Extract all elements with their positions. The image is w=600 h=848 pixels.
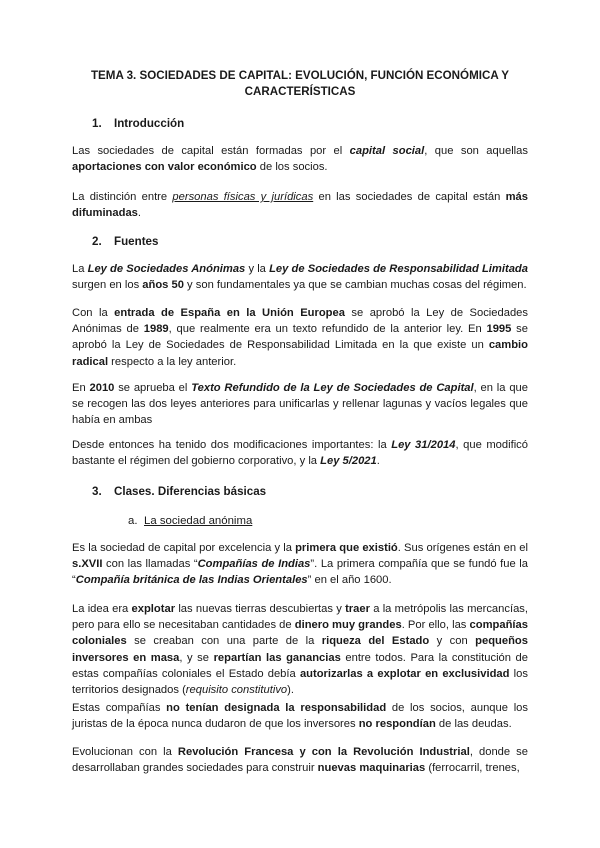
text-run: dinero muy grandes bbox=[294, 619, 402, 632]
text-run: ” en el año 1600. bbox=[307, 574, 392, 587]
text-run: capital social bbox=[349, 145, 425, 157]
paragraph-origenes bbox=[72, 540, 528, 589]
page-title bbox=[80, 68, 520, 101]
text-run: Evolucionan con la bbox=[72, 746, 178, 758]
text-run: . Sus orígenes están en el bbox=[397, 542, 528, 554]
text-run: años 50 bbox=[142, 279, 184, 292]
text-run: se aprobó la Ley de Sociedades Anónimas de bbox=[72, 307, 528, 336]
subheading-text: La sociedad anónima bbox=[144, 515, 253, 527]
text-run: riqueza del Estado bbox=[321, 635, 430, 648]
link-personas[interactable]: personas físicas y jurídicas bbox=[172, 191, 314, 203]
text-run: 2010 bbox=[89, 382, 115, 394]
text-run: las nuevas tierras descubiertas y bbox=[175, 603, 346, 615]
text-run: . Por ello, las bbox=[401, 619, 470, 632]
text-run: nuevas maquinarias bbox=[317, 762, 426, 775]
title-line-2: CARACTERÍSTICAS bbox=[244, 85, 356, 99]
text-run: en las sociedades de capital están bbox=[313, 191, 506, 203]
text-run: , que realmente era un texto refundido de la anterior ley. En bbox=[168, 323, 487, 336]
text-run: , que modificó bastante el régimen del gobierno corporativo, y la bbox=[72, 439, 528, 468]
paragraph-modificaciones bbox=[72, 437, 528, 469]
text-run: Ley 5/2021 bbox=[320, 455, 377, 468]
text-run: se aprueba el bbox=[114, 382, 192, 394]
text-run: Compañía británica de las Indias Orientales bbox=[75, 574, 308, 587]
text-run: primera que existió bbox=[295, 542, 398, 554]
text-run: requisito constitutivo bbox=[185, 684, 288, 697]
text-run: repartían las ganancias bbox=[213, 651, 341, 664]
heading-text: Introducción bbox=[114, 117, 185, 130]
text-run: surgen en los bbox=[72, 279, 143, 292]
text-run: (ferrocarril, trenes, bbox=[425, 762, 520, 775]
text-run: ”. La primera compañía que se fundó fue la “ bbox=[72, 558, 529, 587]
text-run: traer bbox=[345, 603, 370, 615]
text-run: Revolución Francesa y con la Revolución Industrial bbox=[177, 746, 470, 758]
text-run: La idea era bbox=[72, 603, 132, 615]
heading-clases bbox=[92, 484, 266, 501]
text-run: Compañías de Indias bbox=[197, 558, 311, 571]
paragraph-union-europea bbox=[72, 305, 528, 370]
heading-introduccion bbox=[92, 116, 184, 133]
paragraph-explotar bbox=[72, 601, 528, 698]
paragraph-distincion bbox=[72, 189, 528, 221]
text-run: respecto a la ley anterior. bbox=[108, 355, 237, 368]
text-run: con las llamadas “ bbox=[102, 558, 198, 571]
text-run: . bbox=[137, 207, 141, 220]
text-run: En bbox=[72, 382, 90, 394]
text-run: entrada de España en la Unión Europea bbox=[114, 307, 345, 319]
text-run: Es la sociedad de capital por excelencia y la bbox=[72, 542, 296, 554]
text-run: y con bbox=[429, 635, 476, 648]
heading-number: 3. bbox=[92, 485, 102, 498]
text-run: . bbox=[376, 455, 380, 468]
text-run: no tenían designada la responsabilidad bbox=[166, 702, 387, 714]
text-run: Las sociedades de capital están formadas por el bbox=[72, 145, 350, 157]
title-line-1: TEMA 3. SOCIEDADES DE CAPITAL: EVOLUCIÓN, FUNCIÓN ECONÓMICA Y bbox=[90, 69, 510, 82]
text-run: s.XVII bbox=[72, 558, 103, 571]
subheading-letter: a. bbox=[128, 515, 138, 527]
text-run: se aprobó la Ley de Sociedades de Responsabilidad Limitada en la que existe un bbox=[72, 323, 528, 352]
text-run: y son fundamentales ya que se cambian muchas cosas del régimen. bbox=[183, 279, 527, 292]
text-run: Ley 31/2014 bbox=[391, 439, 456, 451]
text-run: compañías coloniales bbox=[72, 619, 528, 648]
text-run: Desde entonces ha tenido dos modificaciones importantes: la bbox=[72, 439, 392, 451]
text-run: Ley de Sociedades de Responsabilidad Limitada bbox=[269, 263, 528, 275]
text-run: Texto Refundido de la Ley de Sociedades de Capital bbox=[191, 382, 474, 394]
text-run: explotar bbox=[131, 603, 176, 615]
heading-fuentes bbox=[92, 234, 158, 251]
text-run: más difuminadas bbox=[72, 191, 528, 220]
text-run: autorizarlas a explotar en exclusividad bbox=[299, 667, 510, 680]
text-run: de las deudas. bbox=[435, 718, 512, 731]
text-run: no respondían bbox=[358, 718, 436, 731]
text-run: se creaban con una parte de la bbox=[126, 635, 322, 648]
heading-text: Clases. Diferencias básicas bbox=[114, 485, 267, 498]
text-run: , en la que se recogen las dos leyes anteriores para unificarlas y rellenar lagunas y vacíos legales que había en ambas bbox=[72, 382, 528, 427]
text-run: ). bbox=[287, 684, 295, 697]
text-run: los territorios designados ( bbox=[72, 667, 528, 697]
text-run: 1989 bbox=[143, 323, 169, 336]
paragraph-texto-refundido bbox=[72, 380, 528, 429]
paragraph-responsabilidad bbox=[72, 700, 528, 732]
heading-number: 1. bbox=[92, 117, 102, 130]
text-run: Con la bbox=[72, 307, 115, 319]
text-run: cambio radical bbox=[72, 339, 528, 368]
text-run: pequeños inversores en masa bbox=[72, 635, 528, 664]
paragraph-capital-social bbox=[72, 143, 528, 175]
text-run: Ley de Sociedades Anónimas bbox=[87, 263, 246, 275]
text-run: a la metrópolis las mercancías, pero para ello se necesitaban cantidades de bbox=[72, 603, 529, 632]
text-run: entre todos. Para la constitución de estas compañías coloniales el Estado debía bbox=[72, 651, 528, 680]
paragraph-leyes bbox=[72, 261, 528, 293]
subheading-sociedad-anonima bbox=[128, 513, 252, 530]
heading-number: 2. bbox=[92, 235, 102, 248]
text-run: , donde se desarrollaban grandes sociedades para construir bbox=[72, 746, 528, 775]
heading-text: Fuentes bbox=[114, 235, 159, 248]
text-run: y la bbox=[245, 263, 270, 275]
text-run: , y se bbox=[179, 651, 214, 664]
paragraph-revolucion bbox=[72, 744, 528, 776]
text-run: Estas compañías bbox=[72, 702, 167, 714]
text-run: de los socios. bbox=[256, 161, 328, 174]
text-run: 1995 bbox=[486, 323, 512, 336]
text-run: de los socios, aunque los juristas de la época nunca dudaron de que los inversores bbox=[72, 702, 528, 731]
text-run: , que son aquellas bbox=[424, 145, 528, 157]
text-run: La distinción entre bbox=[72, 191, 173, 203]
text-run: aportaciones con valor económico bbox=[72, 161, 257, 174]
text-run: La bbox=[72, 263, 88, 275]
